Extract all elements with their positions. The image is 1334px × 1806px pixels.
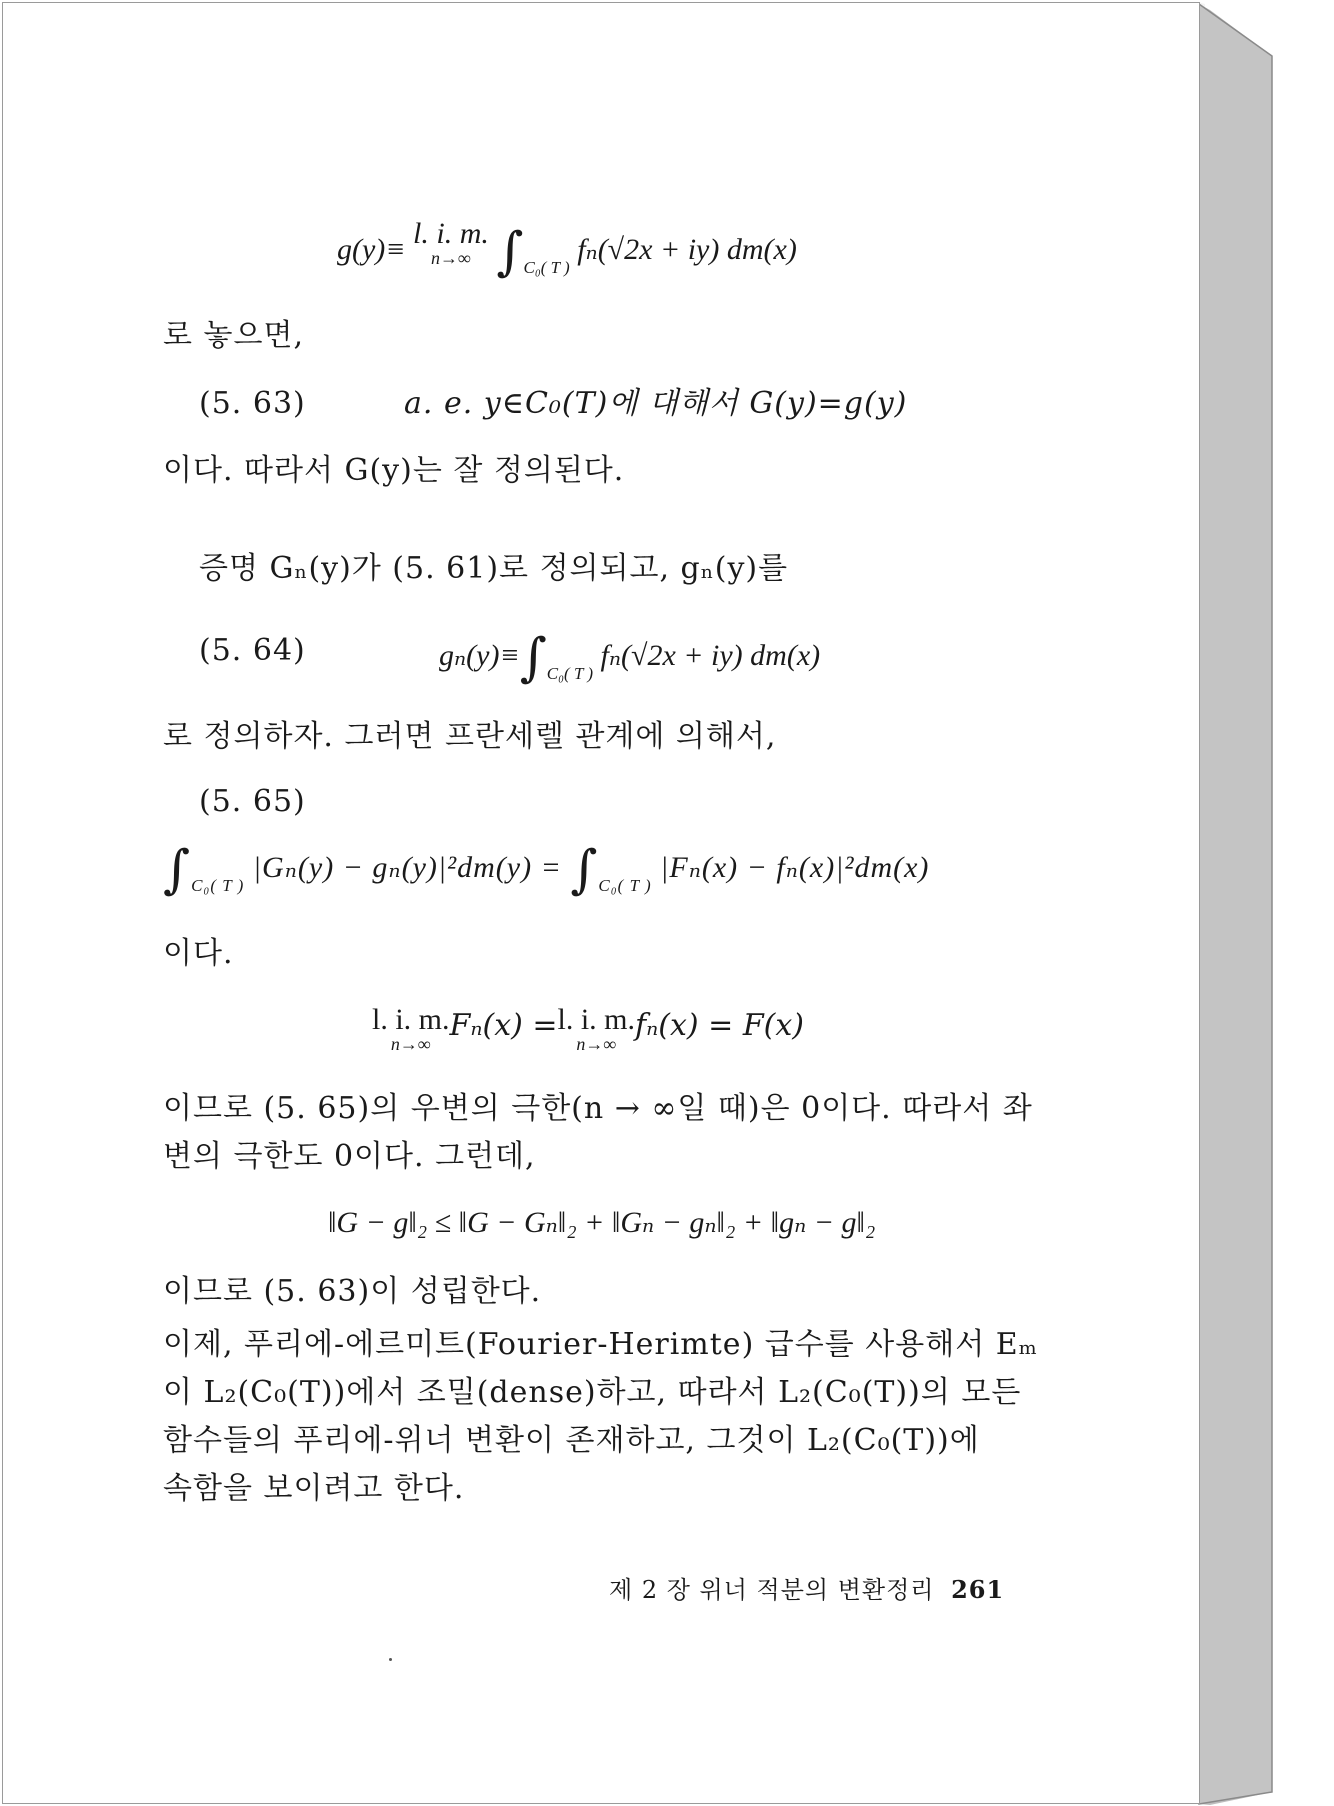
- eq-g-lim-text: l. i. m.: [413, 217, 489, 250]
- eq-g-lim-under: n→∞: [431, 248, 471, 268]
- equation-norm-inequality: ‖G − g‖₂ ≤ ‖G − Gₙ‖₂ + ‖Gₙ − gₙ‖₂ + ‖gₙ − g‖₂: [328, 1206, 876, 1239]
- speck: [389, 1658, 392, 1661]
- equation-564: [439, 628, 820, 688]
- page-number: 261: [951, 1575, 1005, 1604]
- paragraph-4: 이다.: [163, 936, 234, 971]
- lim-2-under: n→∞: [576, 1034, 617, 1054]
- integral-domain: C₀( T ): [546, 664, 594, 683]
- equation-number-564: (5. 64): [199, 633, 306, 668]
- eq-564-rhs: fₙ(√2x + iy) dm(x): [600, 639, 821, 672]
- lim-2: [557, 1003, 636, 1056]
- paragraph-6: 이므로 (5. 63)이 성립한다.: [163, 1274, 542, 1309]
- equation-limit: [372, 1003, 804, 1056]
- paragraph-5-line-2: 변의 극한도 0이다. 그런데,: [163, 1139, 536, 1174]
- lim-mid: Fₙ(x) =: [449, 1008, 558, 1043]
- integral-sign: ∫: [570, 840, 599, 900]
- eq-g-lim: [413, 217, 489, 270]
- paragraph-3: 로 정의하자. 그러면 프란세렐 관계에 의해서,: [163, 719, 777, 754]
- paragraph-7-line-3: 함수들의 푸리에-위너 변환이 존재하고, 그것이 L₂(C₀(T))에: [163, 1423, 980, 1458]
- lim-1: [372, 1003, 450, 1056]
- paragraph-2: 이다. 따라서 G(y)는 잘 정의된다.: [163, 453, 625, 488]
- lim-1-text: l. i. m.: [372, 1003, 450, 1036]
- paragraph-7-line-2: 이 L₂(C₀(T))에서 조밀(dense)하고, 따라서 L₂(C₀(T))의 모든: [163, 1375, 1022, 1410]
- paragraph-7-line-1: 이제, 푸리에-에르미트(Fourier-Herimte) 급수를 사용해서 Eₘ: [163, 1327, 1039, 1362]
- eq-g-lhs: g(y)≡: [337, 233, 406, 266]
- paragraph-5-line-1: 이므로 (5. 65)의 우변의 극한(n → ∞일 때)은 0이다. 따라서 좌: [163, 1091, 1033, 1126]
- equation-565: [163, 840, 929, 900]
- eq-g-rhs: fₙ(√2x + iy) dm(x): [577, 233, 797, 266]
- integral-sign: ∫: [519, 628, 547, 688]
- equation-g-definition: [337, 217, 797, 282]
- integral-domain: C₀( T ): [191, 876, 245, 895]
- paragraph-7-line-4: 속함을 보이려고 한다.: [163, 1471, 465, 1506]
- proof-line: 증명 Gₙ(y)가 (5. 61)로 정의되고, gₙ(y)를: [199, 551, 789, 586]
- integral-domain: C₀( T ): [523, 258, 570, 277]
- equation-number-565: (5. 65): [199, 784, 306, 819]
- integral-sign: ∫: [496, 222, 524, 282]
- integral-sign: ∫: [163, 840, 192, 900]
- eq-565-rhs: |Fₙ(x) − fₙ(x)|²dm(x): [660, 851, 930, 884]
- paragraph-1: 로 놓으면,: [163, 318, 304, 353]
- footer-chapter-title: 제 2 장 위너 적분의 변환정리: [609, 1576, 935, 1604]
- integral-domain: C₀( T ): [598, 876, 652, 895]
- lim-1-under: n→∞: [390, 1034, 431, 1054]
- eq-565-lhs: |Gₙ(y) − gₙ(y)|²dm(y) =: [252, 851, 562, 884]
- page-footer: [609, 1570, 1004, 1605]
- equation-number-563: (5. 63): [199, 386, 306, 421]
- equation-563-body: a. e. y∈C₀(T)에 대해서 G(y)=g(y): [404, 386, 908, 421]
- lim-2-text: l. i. m.: [557, 1003, 636, 1036]
- eq-564-lhs: gₙ(y)≡: [439, 639, 520, 672]
- lim-end: fₙ(x) = F(x): [635, 1008, 804, 1043]
